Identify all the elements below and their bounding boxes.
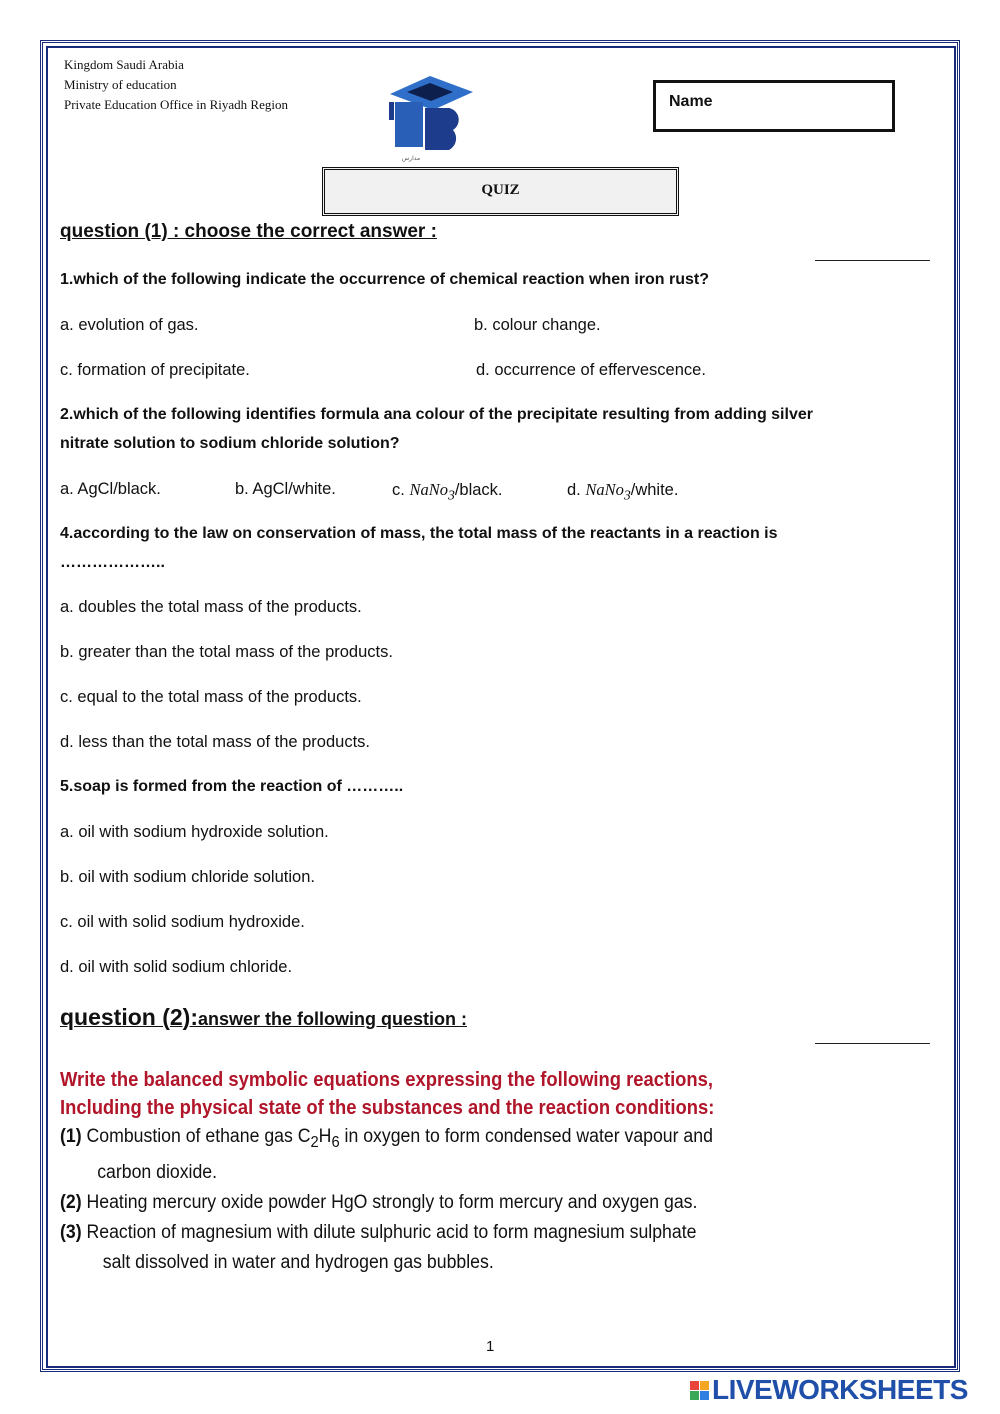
option[interactable]: b. AgCl/white. bbox=[235, 480, 336, 498]
part-text: in oxygen to form condensed water vapour and bbox=[339, 1126, 713, 1147]
formula: NaNo bbox=[409, 480, 448, 499]
instruction-line: Including the physical state of the substances and the reaction conditions: bbox=[60, 1097, 715, 1119]
part-number: (1) bbox=[60, 1126, 82, 1147]
liveworksheets-logo bbox=[690, 1374, 968, 1406]
option[interactable]: a. doubles the total mass of the products. bbox=[60, 598, 362, 616]
svg-text:مدارس: مدارس bbox=[401, 155, 421, 162]
part-3-cont: salt dissolved in water and hydrogen gas bubbles. bbox=[102, 1251, 494, 1273]
header-line: Private Education Office in Riyadh Region bbox=[64, 97, 288, 112]
option[interactable]: a. oil with sodium hydroxide solution. bbox=[60, 823, 329, 841]
question-stem: 2.which of the following identifies formula ana colour of the precipitate resulting from adding silver bbox=[60, 406, 813, 423]
question-stem: 1.which of the following indicate the occurrence of chemical reaction when iron rust? bbox=[60, 271, 709, 288]
brand-name: LIVEWORKSHEETS bbox=[712, 1374, 968, 1405]
heading-small: answer the following question : bbox=[198, 1009, 468, 1029]
subscript: 6 bbox=[331, 1133, 340, 1151]
option[interactable]: c. oil with solid sodium hydroxide. bbox=[60, 913, 305, 931]
header-line: Ministry of education bbox=[64, 77, 177, 92]
option[interactable]: c. formation of precipitate. bbox=[60, 361, 250, 379]
brand-icon bbox=[690, 1381, 709, 1400]
part-text: Combustion of ethane gas C bbox=[86, 1126, 311, 1147]
option[interactable]: b. oil with sodium chloride solution. bbox=[60, 868, 315, 886]
option[interactable]: a. evolution of gas. bbox=[60, 316, 199, 334]
part-1 bbox=[60, 1122, 832, 1158]
option[interactable] bbox=[567, 480, 678, 503]
score-line bbox=[815, 260, 930, 261]
question-stem: 4.according to the law on conservation of mass, the total mass of the reactants in a reaction is bbox=[60, 525, 778, 542]
part-text: Heating mercury oxide powder HgO strongly to form mercury and oxygen gas. bbox=[86, 1191, 698, 1213]
option[interactable] bbox=[392, 480, 503, 503]
question-1-heading: question (1) : choose the correct answer : bbox=[60, 221, 437, 242]
page-number: 1 bbox=[486, 1338, 495, 1355]
part-number: (2) bbox=[60, 1191, 82, 1213]
option-text: /white. bbox=[630, 481, 679, 499]
score-line bbox=[815, 1043, 930, 1044]
formula-subscript: 3 bbox=[447, 487, 455, 503]
header-line: Kingdom Saudi Arabia bbox=[64, 57, 184, 72]
option[interactable]: d. less than the total mass of the products. bbox=[60, 733, 371, 751]
option[interactable]: c. equal to the total mass of the products. bbox=[60, 688, 362, 706]
part-3 bbox=[60, 1218, 832, 1248]
question-2-heading bbox=[60, 1004, 467, 1031]
instruction-line: Write the balanced symbolic equations expressing the following reactions, bbox=[60, 1069, 714, 1091]
option-letter: d. bbox=[567, 481, 581, 499]
part-text: Reaction of magnesium with dilute sulphuric acid to form magnesium sulphate bbox=[86, 1221, 697, 1243]
option[interactable]: d. occurrence of effervescence. bbox=[476, 361, 706, 379]
option-letter: c. bbox=[392, 481, 405, 499]
name-field[interactable] bbox=[653, 80, 895, 132]
part-1-cont: carbon dioxide. bbox=[97, 1161, 218, 1183]
formula: NaNo bbox=[585, 480, 624, 499]
question-stem: 5.soap is formed from the reaction of ……….. bbox=[60, 778, 404, 795]
option[interactable]: d. oil with solid sodium chloride. bbox=[60, 958, 293, 976]
option[interactable]: b. colour change. bbox=[474, 316, 601, 334]
quiz-title: QUIZ bbox=[322, 167, 679, 216]
part-text: H bbox=[318, 1126, 332, 1147]
question-2-instructions bbox=[60, 1066, 890, 1278]
name-label: Name bbox=[669, 93, 713, 110]
question-stem: ……………….. bbox=[60, 554, 165, 571]
question-stem: nitrate solution to sodium chloride solution? bbox=[60, 435, 400, 452]
formula-subscript: 3 bbox=[623, 487, 631, 503]
school-logo bbox=[385, 74, 475, 164]
option[interactable]: b. greater than the total mass of the products. bbox=[60, 643, 393, 661]
part-number: (3) bbox=[60, 1221, 82, 1243]
heading-big: question (2): bbox=[60, 1004, 198, 1030]
part-2 bbox=[60, 1188, 832, 1218]
option-text: /black. bbox=[454, 481, 503, 499]
option[interactable]: a. AgCl/black. bbox=[60, 480, 161, 498]
subscript: 2 bbox=[310, 1133, 319, 1151]
